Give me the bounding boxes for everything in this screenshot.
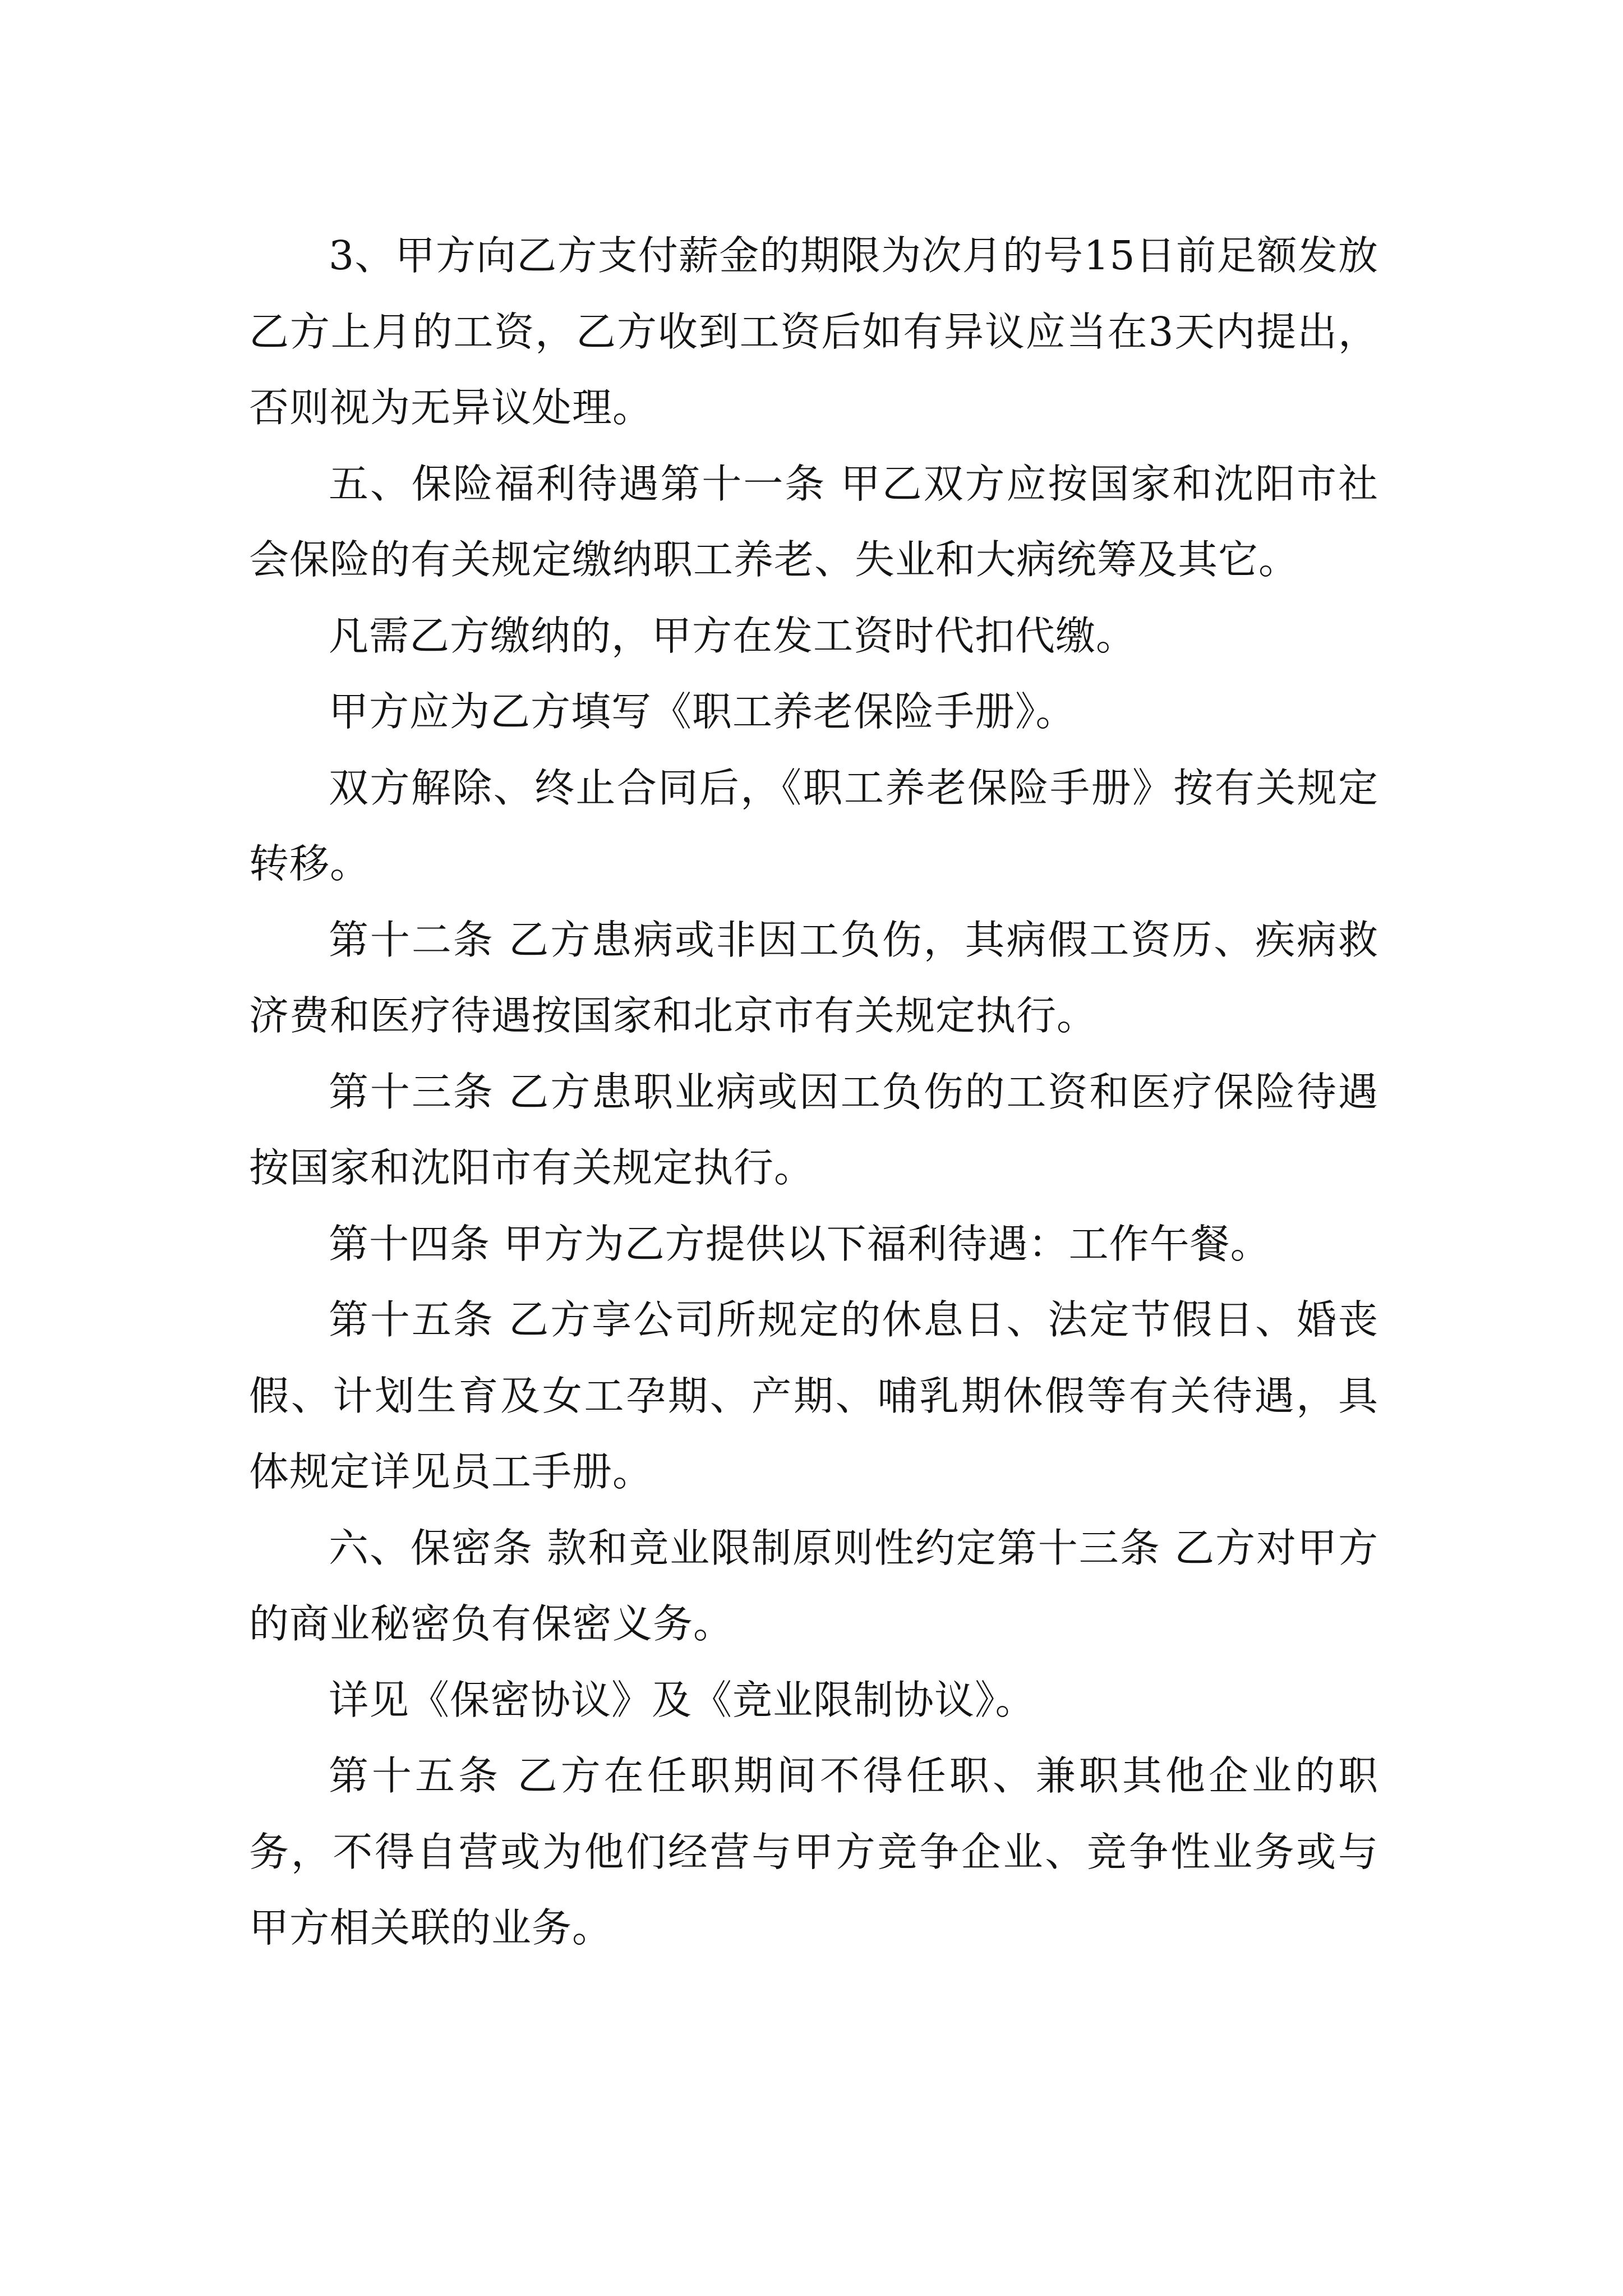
paragraph-article-12: 第十二条 乙方患病或非因工负伤，其病假工资历、疾病救济费和医疗待遇按国家和北京市有关规定执行。	[249, 916, 1378, 1039]
paragraph-pension-handbook: 甲方应为乙方填写《职工养老保险手册》。	[329, 688, 1076, 735]
paragraph-insurance-welfare: 五、保险福利待遇第十一条 甲乙双方应按国家和沈阳市社会保险的有关规定缴纳职工养老、失业和大病统筹及其它。	[249, 460, 1378, 583]
paragraph-confidentiality: 六、保密条 款和竞业限制原则性约定第十三条 乙方对甲方的商业秘密负有保密义务。	[249, 1524, 1378, 1647]
paragraph-article-14: 第十四条 甲方为乙方提供以下福利待遇：工作午餐。	[329, 1220, 1271, 1267]
paragraph-withholding: 凡需乙方缴纳的，甲方在发工资时代扣代缴。	[329, 612, 1137, 659]
paragraph-agreements: 详见《保密协议》及《竞业限制协议》。	[329, 1676, 1036, 1723]
document-body	[249, 218, 1378, 1966]
paragraph-salary-payment: 3、甲方向乙方支付薪金的期限为次月的号15日前足额发放乙方上月的工资，乙方收到工资后如有异议应当在3天内提出，否则视为无异议处理。	[249, 232, 1378, 431]
paragraph-article-15-leave: 第十五条 乙方享公司所规定的休息日、法定节假日、婚丧假、计划生育及女工孕期、产期、哺乳期休假等有关待遇，具体规定详见员工手册。	[249, 1296, 1378, 1495]
paragraph-article-15-noncompete: 第十五条 乙方在任职期间不得任职、兼职其他企业的职务，不得自营或为他们经营与甲方竞争企业、竞争性业务或与甲方相关联的业务。	[249, 1752, 1378, 1951]
paragraph-article-13: 第十三条 乙方患职业病或因工负伤的工资和医疗保险待遇按国家和沈阳市有关规定执行。	[249, 1068, 1378, 1191]
paragraph-handbook-transfer: 双方解除、终止合同后，《职工养老保险手册》按有关规定转移。	[249, 764, 1378, 887]
